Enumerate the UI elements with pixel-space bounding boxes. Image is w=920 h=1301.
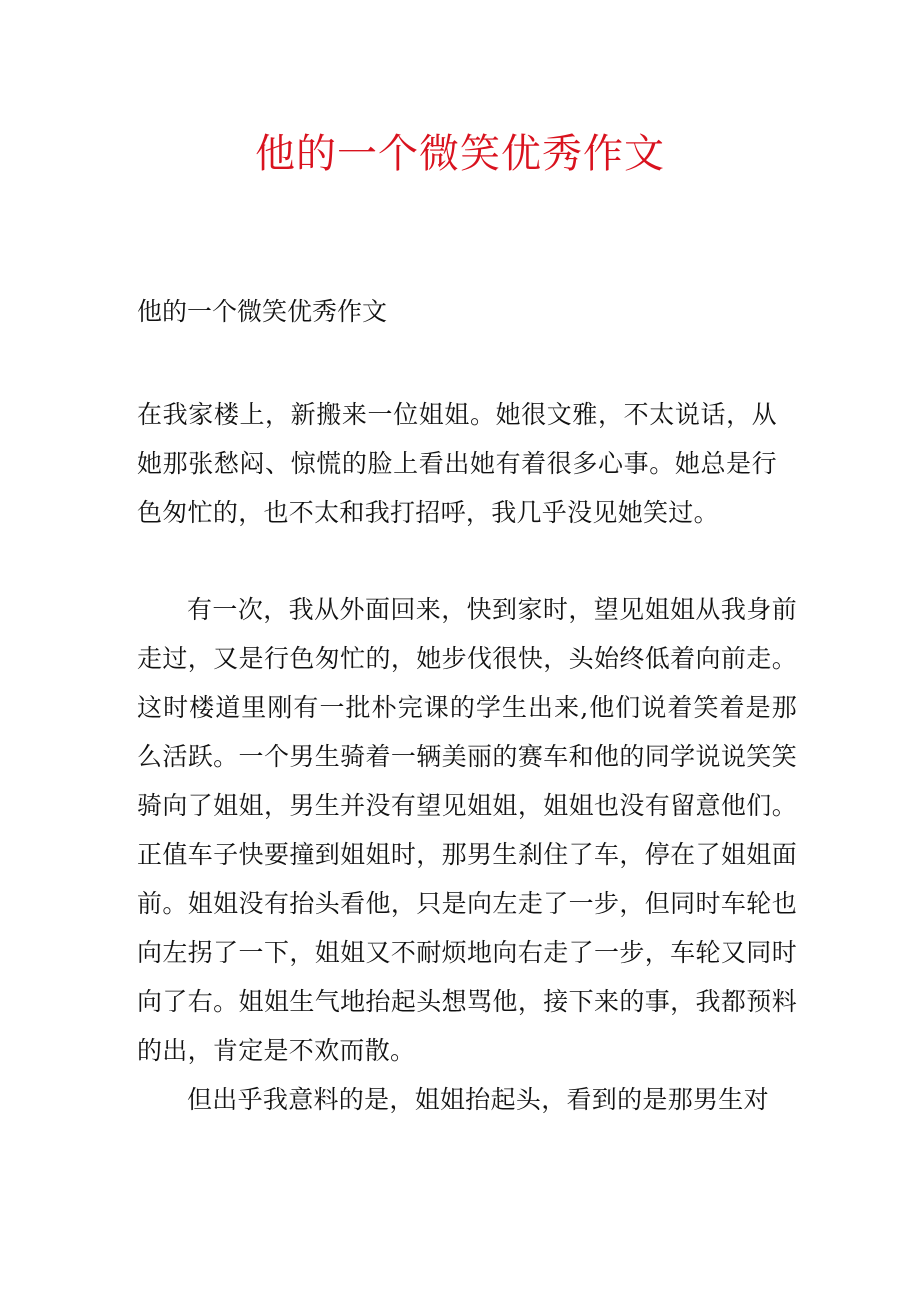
- paragraph-1: 在我家楼上，新搬来一位姐姐。她很文雅，不太说话，从她那张愁闷、惊慌的脸上看出她有着很多心事。她总是行色匆忙的，也不太和我打招呼，我几乎没见她笑过。: [137, 400, 777, 527]
- document-subtitle: 他的一个微笑优秀作文: [137, 297, 388, 326]
- paragraph-2: 有一次，我从外面回来，快到家时，望见姐姐从我身前走过，又是行色匆忙的，她步伐很快，头始终低着向前走。这时楼道里刚有一批朴完课的学生出来,他们说着笑着是那么活跃。一个男生骑着一辆美丽的赛车和他的同学说说笑笑骑向了姐姐，男生并没有望见姐姐，姐姐也没有留意他们。正值车子快要撞到姐姐时，那男生刹住了车，停在了姐姐面前。姐姐没有抬头看他，只是向左走了一步，但同时车轮也向左拐了一下，姐姐又不耐烦地向右走了一步，车轮又同时向了右。姐姐生气地抬起头想骂他，接下来的事，我都预料的出，肯定是不欢而散。: [137, 595, 797, 1065]
- document-title: 他的一个微笑优秀作文: [255, 131, 665, 177]
- paragraph-3: 但出乎我意料的是，姐姐抬起头，看到的是那男生对: [187, 1085, 769, 1114]
- document-body: [137, 292, 797, 1124]
